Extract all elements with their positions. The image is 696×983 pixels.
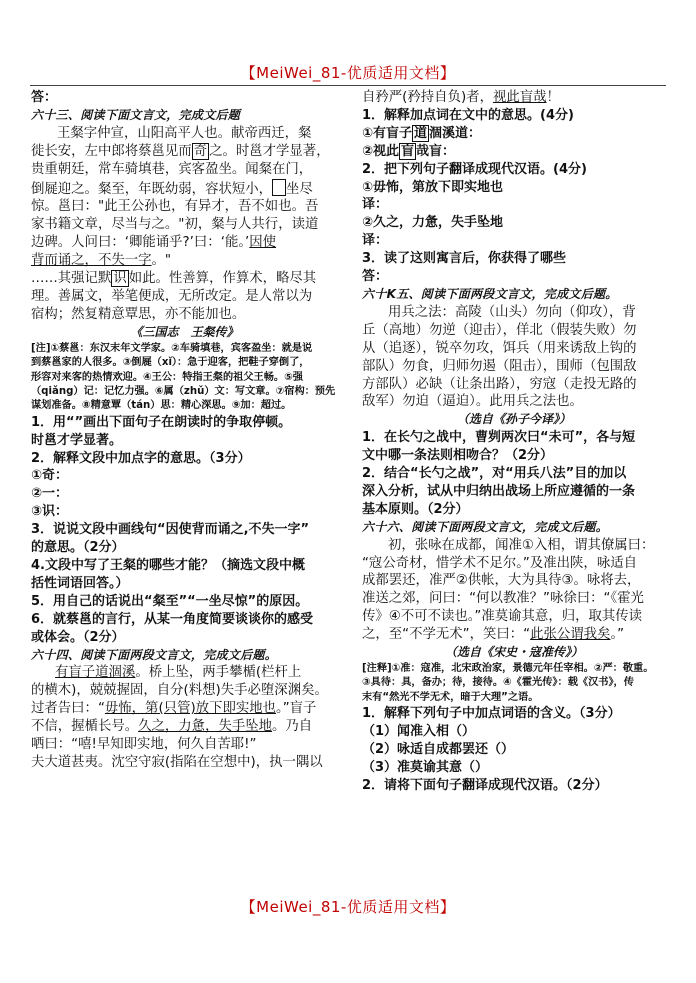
q65-passage-line: 敌军）勿迫（逼迫）。此用兵之法也。: [362, 394, 583, 410]
q63-question-3: 的意思。（2分）: [31, 540, 125, 556]
q63-passage-line: 王粲字仲宣，山阳高平人也。献帝西迁，粲: [57, 125, 312, 141]
q66-source: （选自《宋史・寇准传》）: [444, 645, 583, 660]
answer-label: 答：: [31, 90, 58, 105]
dotted-char-box: 道: [414, 125, 428, 141]
q63-passage-line: 家书籍文章，尽当与之。"初，粲与人共行，读道: [31, 217, 319, 233]
q66-subquestion: （1）闻准入相（）: [362, 724, 476, 740]
page-header: 【MeiWei_81-优质适用文档】: [240, 64, 456, 82]
q63-subquestion: ③识：: [31, 504, 69, 520]
q64-subquestion: ①有盲子 道 涸溪道：: [362, 125, 482, 141]
q65-question-2: 基本原则。（2分）: [362, 501, 469, 517]
underlined-sentence: 背而诵之，不失一字: [31, 253, 152, 269]
q63-passage-line: 宿构；然复精意覃思，亦不能加也。: [31, 306, 246, 322]
q65-source: （选自《孙子今译》）: [456, 412, 571, 427]
dotted-char-box: 识: [113, 271, 127, 287]
q63-note: 到蔡邕家的人很多。③倒屣（xǐ）：急于迎客，把鞋子穿倒了，: [31, 357, 310, 369]
translation-label: 译：: [362, 197, 389, 213]
q63-passage-line: ……其强记默 识 如此。性善算，作算术，略尽其: [31, 271, 317, 287]
left-column: [31, 89, 338, 772]
right-column: [362, 89, 666, 795]
q63-question-1: 1．用“”画出下面句子在朗读时的争取停顿。: [31, 414, 292, 430]
q66-subquestion: （2）咏适自成都罢还（）: [362, 742, 515, 758]
q63-question-2: 2．解释文段中加点字的意思。（3分）: [31, 450, 251, 466]
q64-passage-line: 有盲子道涸溪。桥上坠，两手攀楯(栏杆上: [55, 665, 302, 681]
q64-question-1: 1．解释加点词在文中的意思。(4分): [362, 107, 574, 123]
q63-passage-line: 徙长安，左中郎将蔡邕见而 奇 之。时邕才学显著，: [31, 143, 330, 159]
q64-subquestion: ②视此 盲 哉盲：: [362, 143, 456, 159]
blank-char-box: [272, 179, 286, 196]
q63-question-3: 3．说说文段中画线句“因使背而诵之,不失一字”: [31, 522, 310, 538]
q66-question-1: 1．解释下列句子中加点词语的含义。（3分）: [362, 706, 621, 722]
q66-question-2: 2．请将下面句子翻译成现代汉语。（2分）: [362, 777, 608, 793]
q65-question-1: 文中哪一条法则相吻合？（2分）: [362, 448, 554, 464]
q66-passage-line: 传》④不可不读也。”准莫谕其意，归，取其传读: [362, 609, 643, 625]
q63-question-4: 4.文段中写了王粲的哪些才能？（摘选文段中概: [31, 557, 305, 573]
q63-question-1: 时邕才学显著。: [31, 432, 123, 448]
q63-title: 六十三、阅读下面文言文，完成文后题: [31, 107, 241, 122]
dotted-char-box: 盲: [401, 143, 415, 159]
q66-passage-line: 准送之郊，问曰：“何以教准？”咏徐曰：“《霍光: [362, 591, 644, 607]
q64-passage-line: 自矜严(矜持自负)者，视此盲哉！: [362, 90, 560, 105]
q63-passage-line: 倒屣迎之。粲至，年既幼弱，容状短小， 坐尽: [31, 179, 338, 199]
q63-subquestion: ②一：: [31, 486, 69, 502]
q63-question-6: 6．就蔡邕的言行，从某一角度简要谈谈你的感受: [31, 611, 314, 627]
q65-passage-line: 从（追逐），锐卒勿攻，饵兵（用来诱敌上钩的: [362, 340, 637, 356]
q66-passage-line: 之，至“不学无术”，笑曰：“此张公谓我矣。”: [362, 627, 625, 643]
q63-question-6: 或体会。（2分）: [31, 629, 125, 645]
q66-title: 六十六、阅读下面两段文言文，完成文后题。: [362, 519, 609, 534]
q64-question-2: 2．把下列句子翻译成现代汉语。(4分): [362, 161, 587, 177]
q66-passage-line: 初，张咏在成都，闻准①入相，谓其僚属曰：: [388, 537, 655, 553]
header-divider: [30, 85, 666, 86]
q63-passage-line: 贵重朝廷，常车骑填巷，宾客盈坐。闻粲在门，: [31, 161, 313, 177]
answer-label: 答：: [362, 269, 389, 285]
underlined-sentence: 此张公谓我矣: [530, 627, 611, 643]
underlined-sentence: 久之，力惫，失手坠地: [138, 719, 273, 735]
dotted-char-box: 奇: [193, 143, 208, 159]
q63-note: （qiǎng）记：记忆力强。⑥属（zhǔ）文：写文章。⑦宿构：预先: [31, 385, 336, 397]
underlined-sentence: 毋怖，第(只管)放下即实地也: [104, 701, 277, 717]
q63-source: 《三国志 王粲传》: [130, 324, 239, 339]
underlined-sentence: 有盲子道涸溪: [55, 665, 136, 681]
q66-note: [注释]①准：寇准，北宋政治家，景德元年任宰相。②严：敬重。: [362, 663, 654, 674]
q66-note: 末有“然光不学无术，暗于大理”之语。: [362, 691, 539, 703]
q66-passage-line: 成都罢还，准严②供帐，大为具待③。咏将去，: [362, 573, 641, 589]
q63-passage-line: 边碑。人问曰：‘卿能诵乎?’曰：‘能。’因使: [31, 235, 277, 251]
page-footer: 【MeiWei_81-优质适用文档】: [240, 898, 456, 916]
q63-question-5: 5．用自己的话说出“粲至”“一坐尽惊”的原因。: [31, 593, 309, 609]
q66-subquestion: （3）准莫谕其意（）: [362, 759, 489, 775]
q64-question-3: 3．读了这则寓言后，你获得了哪些: [362, 251, 567, 267]
underlined-sentence: 因使: [249, 235, 277, 251]
q64-passage-line: 夫大道甚夷。沈空守寂(指陷在空想中)，执一隅以: [31, 754, 323, 770]
q63-passage-line: 理。善属文，举笔便成，无所改定。是人常以为: [31, 288, 313, 304]
q64-title: 六十四、阅读下面两段文言文，完成文后题。: [31, 647, 278, 662]
q64-passage-line: 哂曰：“嘻!早知即实地，何久自苦耶!”: [31, 737, 257, 753]
q65-passage-line: 方部队）必缺（让条出路），穷寇（走投无路的: [362, 376, 637, 392]
q64-subquestion: ②久之，力惫，失手坠地: [362, 215, 504, 231]
underlined-sentence: 视此盲哉: [492, 90, 547, 105]
q66-passage-line: “寇公奇材，惜学术不足尔。”及准出陕，咏适自: [362, 555, 637, 571]
translation-label: 译：: [362, 233, 389, 249]
q63-subquestion: ①奇：: [31, 468, 69, 484]
q64-subquestion: ①毋怖，第放下即实地也: [362, 179, 504, 195]
q63-note: 谋划准备。⑧精意覃（tán）思：精心深思。⑨加：超过。: [31, 400, 292, 412]
q63-note: 形容对来客的热情欢迎。④王公：特指王粲的祖父王畅。⑤强: [31, 371, 303, 383]
q65-passage-line: 用兵之法：高陵（山头）勿向（仰攻），背: [388, 304, 636, 320]
q65-question-2: 深入分析，试从中归纳出战场上所应遵循的一条: [362, 483, 636, 499]
q64-passage-line: 过者告曰：“毋怖，第(只管)放下即实地也。”盲子: [31, 701, 317, 717]
q65-passage-line: 部队）勿食，归师勿遏（阻击），围师（包围敌: [362, 358, 637, 374]
q63-question-4: 括性词语回答。）: [31, 575, 129, 591]
q65-title: 六十K五、阅读下面两段文言文，完成文后题。: [362, 286, 618, 301]
q66-note: ③具待：具，备办；待，接待。④《霍光传》：载《汉书》，传: [362, 677, 634, 689]
q64-passage-line: 的横木)，兢兢握固，自分(料想)失手必堕深渊矣。: [31, 683, 328, 699]
q65-passage-line: 丘（高地）勿逆（迎击），佯北（假装失败）勿: [362, 322, 637, 338]
q65-question-2: 2．结合“长勺之战”，对“用兵八法”目的加以: [362, 466, 627, 482]
q64-passage-line: 不信，握楯长号。久之，力惫，失手坠地。乃自: [31, 719, 313, 735]
q65-question-1: 1．在长勺之战中，曹刿两次曰“未可”，各与短: [362, 430, 636, 446]
q63-note: [注]①蔡邕：东汉末年文学家。②车骑填巷，宾客盈坐：就是说: [31, 342, 313, 354]
q63-passage-line: 背而诵之，不失一字。": [31, 253, 172, 269]
q63-passage-line: 惊。邕曰："此王公孙也，有异才，吾不如也。吾: [31, 199, 319, 215]
